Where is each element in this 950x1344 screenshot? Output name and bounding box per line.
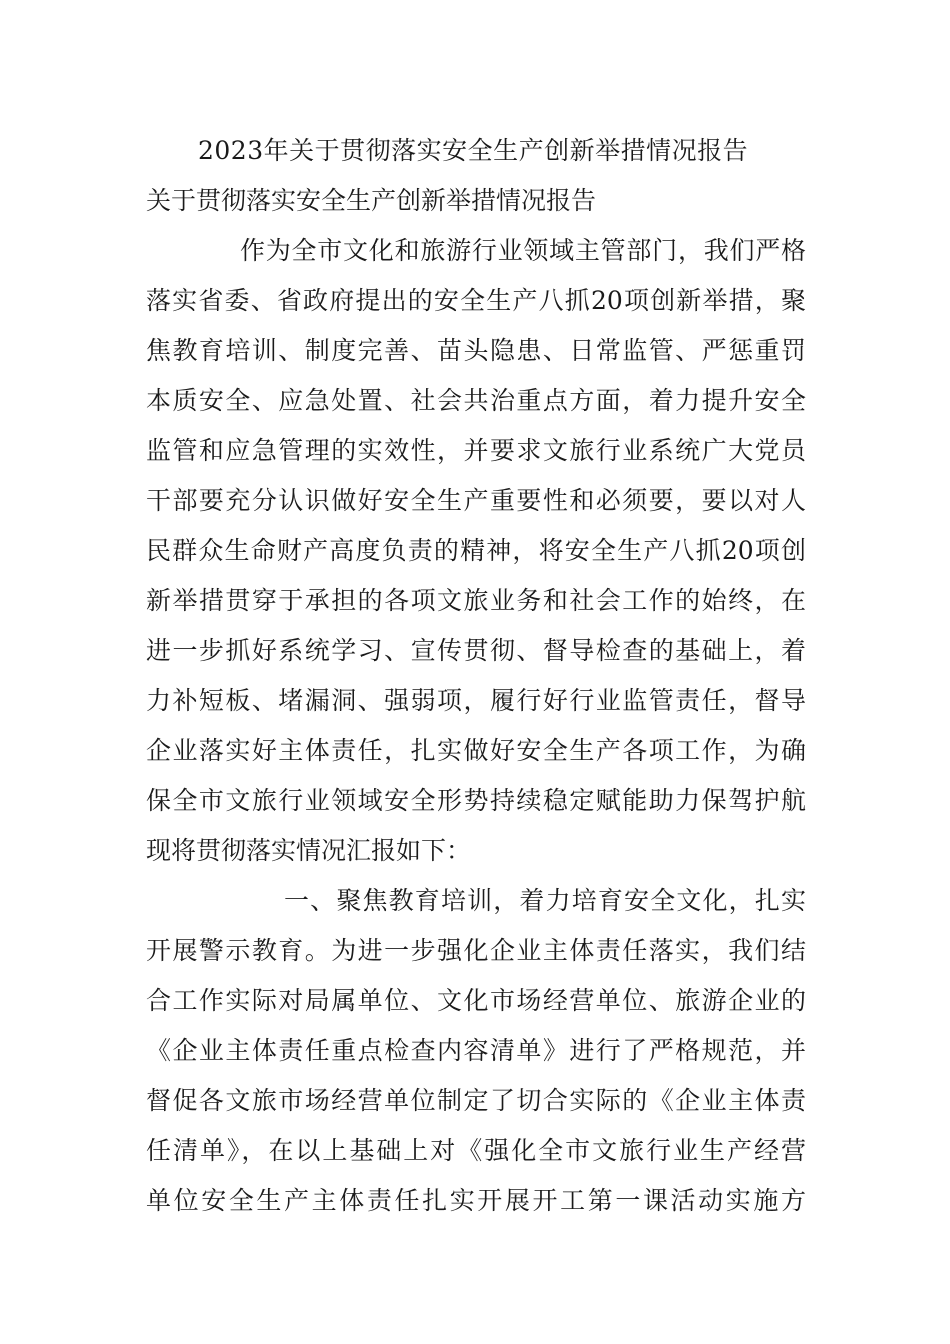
paragraph-line: 现将贯彻落实情况汇报如下： [146, 836, 472, 865]
paragraph-line: 监管和应急管理的实效性，并要求文旅行业系统广大党员 [146, 436, 806, 465]
paragraph-line: 民群众生命财产高度负责的精神，将安全生产八抓20项创 [146, 536, 806, 565]
paragraph-line: 合工作实际对局属单位、文化市场经营单位、旅游企业的 [146, 986, 806, 1015]
paragraph-line: 开展警示教育。为进一步强化企业主体责任落实，我们结 [146, 936, 806, 965]
paragraph-line: 力补短板、堵漏洞、强弱项，履行好行业监管责任，督导 [146, 686, 806, 715]
paragraph-line: 保全市文旅行业领域安全形势持续稳定赋能助力保驾护航 [146, 786, 806, 815]
paragraph-line: 干部要充分认识做好安全生产重要性和必须要，要以对人 [146, 486, 806, 515]
paragraph-line: 企业落实好主体责任，扎实做好安全生产各项工作，为确 [146, 736, 806, 765]
paragraph-line: 一、聚焦教育培训，着力培育安全文化，扎实 [284, 886, 806, 915]
paragraph-line: 单位安全生产主体责任扎实开展开工第一课活动实施方 [146, 1186, 806, 1215]
paragraph-line: 作为全市文化和旅游行业领域主管部门，我们严格 [240, 236, 806, 265]
paragraph-line: 《企业主体责任重点检查内容清单》进行了严格规范，并 [146, 1036, 806, 1065]
paragraph-line: 任清单》，在以上基础上对《强化全市文旅行业生产经营 [146, 1136, 806, 1165]
paragraph-line: 进一步抓好系统学习、宣传贯彻、督导检查的基础上，着 [146, 636, 806, 665]
paragraph-line: 新举措贯穿于承担的各项文旅业务和社会工作的始终，在 [146, 586, 806, 615]
document-title: 2023年关于贯彻落实安全生产创新举措情况报告 [198, 136, 749, 165]
paragraph-line: 落实省委、省政府提出的安全生产八抓20项创新举措，聚 [146, 286, 806, 315]
paragraph-line: 督促各文旅市场经营单位制定了切合实际的《企业主体责 [146, 1086, 806, 1115]
document-subtitle: 关于贯彻落实安全生产创新举措情况报告 [146, 186, 597, 215]
paragraph-line: 焦教育培训、制度完善、苗头隐患、日常监管、严惩重罚 [146, 336, 806, 365]
paragraph-line: 本质安全、应急处置、社会共治重点方面，着力提升安全 [146, 386, 806, 415]
